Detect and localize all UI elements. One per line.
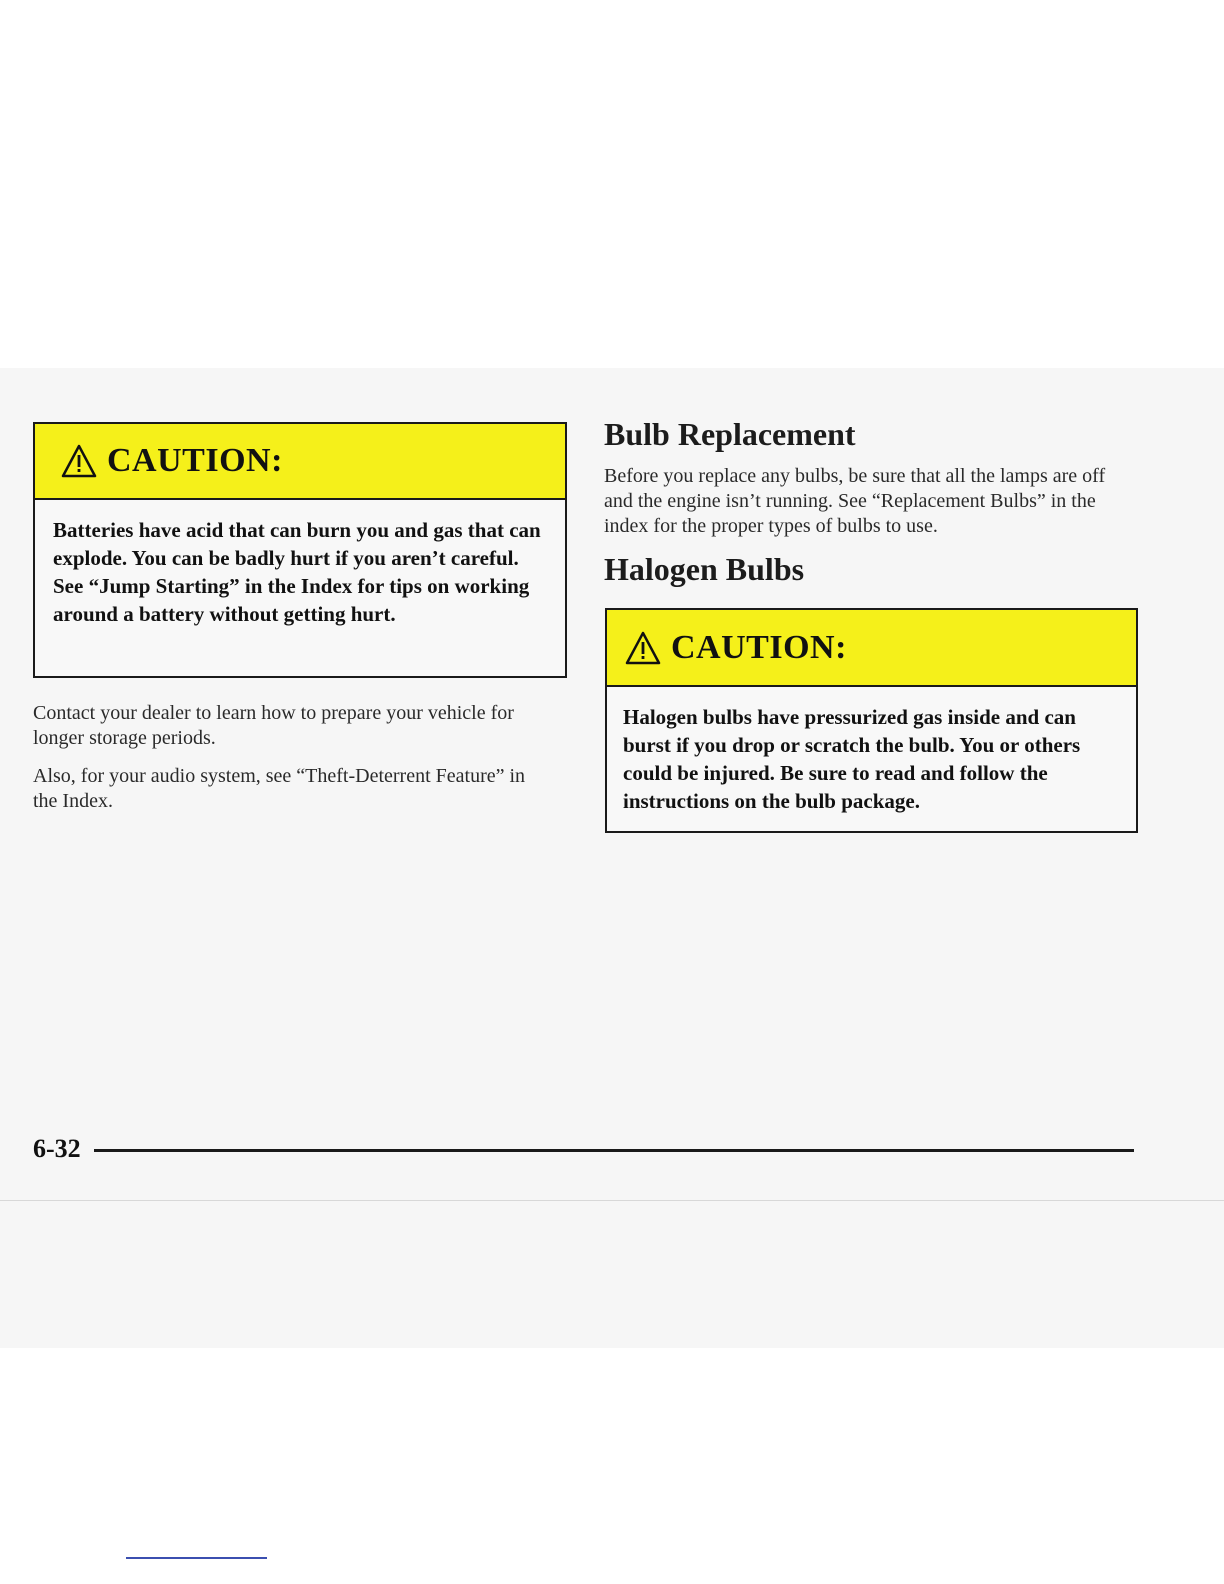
battery-caution-text: Batteries have acid that can burn you and gas that can explode. You can be badly hurt if you aren’t careful. See “Jump Starting” in the Index for tips on working around a battery without getting hurt.: [53, 518, 541, 626]
bottom-link-underline: [126, 1557, 267, 1559]
battery-caution-header: [35, 424, 565, 500]
warning-triangle-icon: [625, 631, 661, 665]
halogen-caution-box: [605, 608, 1138, 833]
halogen-caution-header: [607, 610, 1136, 687]
storage-paragraph: Contact your dealer to learn how to prepare your vehicle for longer storage periods.: [33, 702, 514, 749]
audio-system-paragraph: Also, for your audio system, see “Theft-Deterrent Feature” in the Index.: [33, 765, 526, 812]
battery-caution-box: [33, 422, 567, 678]
halogen-caution-text: Halogen bulbs have pressurized gas inside and can burst if you drop or scratch the bulb. You or others could be injured. Be sure to read and follow the instructions on the bulb package.: [623, 705, 1081, 813]
bulb-replacement-text: Before you replace any bulbs, be sure that all the lamps are off and the engine isn’t running. See “Replacement Bulbs” in the index for the proper types of bulbs to use.: [604, 465, 1106, 537]
halogen-caution-title: CAUTION:: [671, 628, 847, 666]
bulb-replacement-heading: Bulb Replacement: [604, 416, 856, 452]
warning-triangle-icon: [61, 444, 97, 478]
page-number: 6-32: [33, 1134, 81, 1163]
battery-caution-title: CAUTION:: [107, 442, 283, 479]
halogen-bulbs-heading: Halogen Bulbs: [604, 551, 805, 587]
scan-edge-line: [0, 1200, 1224, 1201]
footer-rule: [94, 1149, 1134, 1152]
